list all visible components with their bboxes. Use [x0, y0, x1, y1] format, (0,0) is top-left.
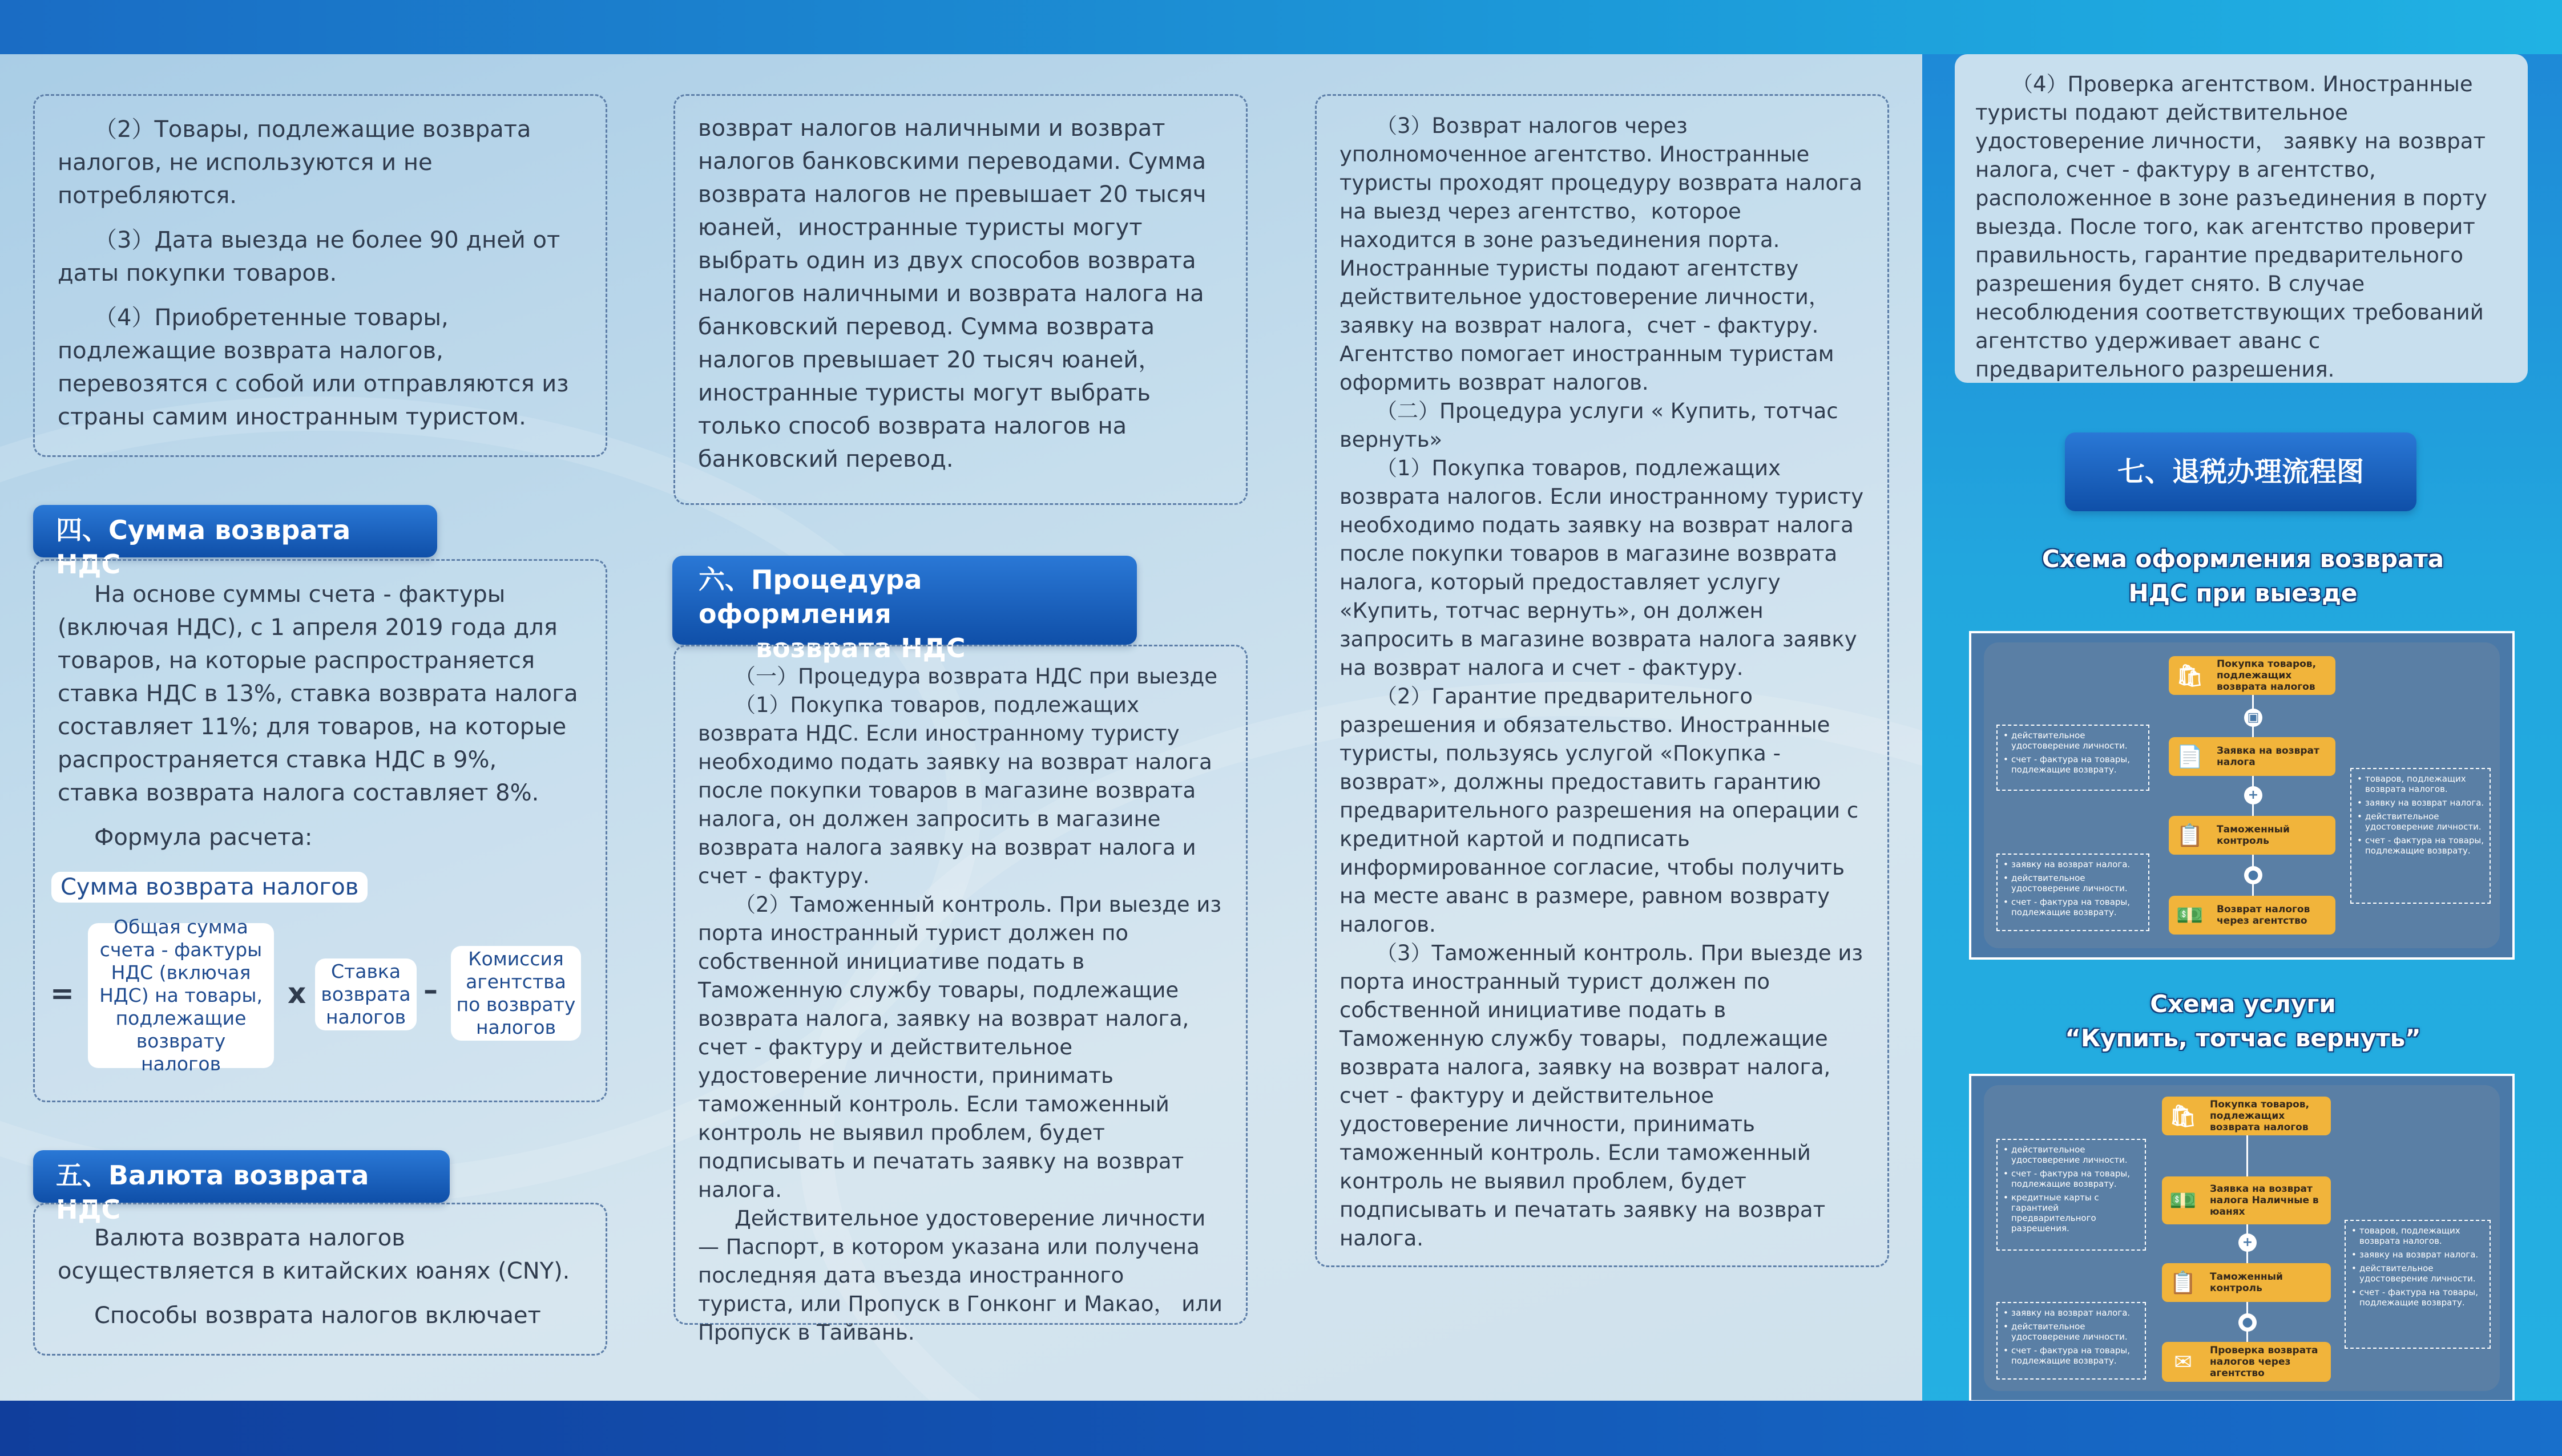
- document-icon: 📄: [2176, 744, 2204, 769]
- note-item: • товаров, подлежащих возврата налогов.: [2357, 774, 2485, 794]
- col3-para-2: （二）Процедура услуги « Купить, тотчас вернуть»: [1339, 399, 1838, 452]
- sec6-para-1: （一）Процедура возврата НДС при выезде: [735, 664, 1217, 689]
- flow2-caption: [1952, 987, 2534, 1055]
- sec6-title-line1: 六、Процедура оформления: [699, 564, 922, 629]
- flow1-step-1: [2169, 656, 2335, 695]
- sec6-header: [672, 556, 1137, 664]
- flow1-step-4-label: Возврат налогов через агентство: [2217, 904, 2310, 927]
- col3-para-1: （3）Возврат налогов через уполномоченное агентство. Иностранные туристы проходят процедуру возврата налога на выезд через агентство，которое находится в зоне разъединения порта. Иностранные туристы подают агентству действительное удостоверение личности， заявку на возврат налога，счет - фактуру. Агентство помогает иностранным туристам оформить возврат налогов.: [1339, 114, 1863, 395]
- note-item: • действительное удостоверение личности.: [2003, 730, 2144, 751]
- flow2-step-1-label: Покупка товаров, подлежащих возврата налогов: [2210, 1099, 2310, 1133]
- flow1-note-right: [2350, 768, 2491, 904]
- flow2-step-1: [2162, 1097, 2331, 1135]
- formula-title: Сумма возврата налогов: [51, 872, 368, 903]
- flow1-caption: [1952, 542, 2534, 610]
- sec5-para-1: Валюта возврата налогов осуществляется в китайских юанях (CNY).: [58, 1225, 570, 1284]
- shopping-bag-icon: 🛍: [2169, 1103, 2197, 1129]
- sec6-box: [673, 645, 1248, 1345]
- bottom-band: [0, 1401, 2562, 1456]
- col3-para-5: （3）Таможенный контроль. При выезде из порта иностранный турист должен по собственной инициативе подать в Таможенную службу товары，подлежащие возврата налога, заявку на возврат налога, счет - фактуру и действительное удостоверение личности, принимать таможенный контроль. Если таможенный контроль не выявил проблем, будет подписывать и печатать заявку на возврат налога.: [1339, 941, 1863, 1251]
- flow2-connector-2: ●: [2238, 1313, 2257, 1332]
- note-item: • действительное удостоверение личности.: [2351, 1263, 2485, 1284]
- col3-box: [1315, 94, 1889, 1267]
- note-item: • заявку на возврат налога.: [2003, 1308, 2140, 1318]
- flow2-step-2-label: Заявка на возврат налога Наличные в юанях: [2210, 1183, 2319, 1218]
- flow1-connector-3: ●: [2244, 866, 2262, 884]
- flowchart-departure: [1969, 631, 2515, 960]
- note-item: • действительное удостоверение личности.: [2003, 873, 2144, 893]
- formula-minus: –: [423, 973, 438, 1006]
- note-item: • счет - фактура на товары, подлежащие возврату.: [2351, 1287, 2485, 1308]
- note-item: • счет - фактура на товары, подлежащие возврату.: [2003, 754, 2144, 775]
- flow2-step-4: [2162, 1342, 2331, 1382]
- flow1-note-left-bottom: [1996, 854, 2149, 931]
- note-item: • кредитные карты с гарантией предварительного разрешения.: [2003, 1192, 2140, 1233]
- sec5-para-2: Способы возврата налогов включает: [94, 1303, 541, 1329]
- col1-para-2: （2）Товары, подлежащие возврата налогов, не используются и не потребляются.: [58, 116, 531, 209]
- note-item: • действительное удостоверение личности.: [2357, 811, 2485, 832]
- col2-top-box: [673, 94, 1248, 505]
- col3-para-4: （2）Гарантие предварительного разрешения и обязательство. Иностранные туристы, пользуясь услугой «Покупка - возврат», должны предоставить гарантию предварительного разрешения на операции с кредитной картой и подписать информированное согласие, чтобы получить на месте аванс в размере, равном возврату налогов.: [1339, 684, 1859, 937]
- col3-para-3: （1）Покупка товаров, подлежащих возврата налогов. Если иностранному туристу необходимо подать заявку на возврат налога после покупки товаров в магазине возврата налога, который предоставляет услугу «Купить, тотчас вернуть», он должен запросить в магазине возврата налога заявку на возврат налога и счет - фактуру.: [1339, 456, 1864, 680]
- sec4-header: 四、Сумма возврата НДС: [33, 505, 437, 557]
- flow1-step-3: [2169, 816, 2335, 855]
- formula-label: Формула расчета:: [94, 824, 313, 851]
- note-item: • действительное удостоверение личности.: [2003, 1321, 2140, 1342]
- flow1-step-3-label: Таможенный контроль: [2217, 824, 2290, 847]
- sec6-para-3: （2）Таможенный контроль. При выезде из порта иностранный турист должен по собственной инициативе подать в Таможенную службу товары, подлежащие возврата налога, заявку на возврат налога, счет - фактуру и действительное удостоверение личности, принимать таможенный контроль. Если таможенный контроль не выявил проблем, будет подписывать и печатать заявку на возврат налога.: [698, 892, 1222, 1202]
- col1-para-3: （3）Дата выезда не более 90 дней от даты покупки товаров.: [58, 227, 560, 286]
- top-band: [0, 0, 2562, 54]
- note-item: • счет - фактура на товары, подлежащие возврату.: [2003, 1168, 2140, 1189]
- formula-term-total: Общая сумма счета - фактуры НДС (включая НДС) на товары, подлежащие возврату налогов: [88, 923, 274, 1068]
- formula-term-fee: Комиссия агентства по возврату налогов: [451, 946, 581, 1041]
- sec5-header: 五、Валюта возврата НДС: [33, 1150, 450, 1203]
- formula-times: x: [288, 977, 306, 1010]
- flow2-note-left-top: [1996, 1139, 2146, 1251]
- flow1-step-2-label: Заявка на возврат налога: [2217, 745, 2319, 768]
- flow2-step-3-label: Таможенный контроль: [2210, 1271, 2283, 1294]
- formula-equals: =: [50, 977, 74, 1010]
- flow2-step-3: [2162, 1263, 2331, 1302]
- sec6-para-2: （1）Покупка товаров, подлежащих возврата НДС. Если иностранному туристу необходимо подать заявку на возврат налога после покупки товаров в магазине возврата налога, он должен запросить в магазине возврата налога заявку на возврат налога и счет - фактуру.: [698, 693, 1212, 888]
- right-top-box: （4）Проверка агентством. Иностранные туристы подают действительное удостоверение личности， заявку на возврат налога, счет - фактуру в агентство, расположенное в зоне разъединения в порту выезда. После того, как агентство проверит правильность, гарантие предварительного разрешения будет снято. В случае несоблюдения соответствующих требований агентство удерживает аванс с предварительного разрешения.: [1955, 54, 2528, 383]
- sec6-para-4: Действительное удостоверение личности — Паспорт, в котором указана или получена последняя дата въезда иностранного туриста, или Пропуск в Гонконг и Макао， или Пропуск в Тайвань.: [698, 1206, 1223, 1345]
- note-item: • заявку на возврат налога.: [2351, 1249, 2485, 1260]
- flow1-caption-line1: Схема оформления возврата: [2041, 545, 2444, 573]
- note-item: • счет - фактура на товары, подлежащие возврату.: [2003, 1345, 2140, 1366]
- note-item: • заявку на возврат налога.: [2003, 859, 2144, 869]
- flow1-step-1-label: Покупка товаров, подлежащих возврата налогов: [2217, 658, 2317, 693]
- note-item: • действительное удостоверение личности.: [2003, 1144, 2140, 1165]
- note-item: • заявку на возврат налога.: [2357, 798, 2485, 808]
- flow2-caption-line2: “Купить, тотчас вернуть”: [2065, 1024, 2421, 1052]
- flow2-step-2: [2162, 1176, 2331, 1224]
- flow1-note-left-top: [1996, 725, 2149, 791]
- flowchart-buy-return: [1969, 1074, 2515, 1402]
- col1-top-box: [33, 94, 607, 457]
- formula-term-rate: Ставка возврата налогов: [315, 958, 417, 1030]
- shopping-bag-icon: 🛍: [2176, 663, 2204, 688]
- flow2-note-right: [2345, 1220, 2491, 1349]
- flow2-caption-line1: Схема услуги: [2150, 990, 2336, 1018]
- sec7-header: 七、退税办理流程图: [2065, 432, 2416, 511]
- flow1-connector-2: +: [2244, 786, 2262, 804]
- checklist-icon: 📋: [2176, 823, 2204, 848]
- note-item: • счет - фактура на товары, подлежащие возврату.: [2357, 835, 2485, 856]
- note-item: • счет - фактура на товары, подлежащие возврату.: [2003, 897, 2144, 917]
- flow1-connector-1: ▣: [2244, 709, 2262, 727]
- cash-register-icon: 💵: [2176, 903, 2204, 928]
- sec4-para: На основе суммы счета - фактуры (включая НДС), с 1 апреля 2019 года для товаров, на которые распространяется ставка НДС в 13%, ставка возврата налога составляет 11%; для товаров, на которые распространяется ставка НДС в 9%, ставка возврата налога составляет 8%.: [58, 581, 578, 806]
- checklist-icon: 📋: [2169, 1270, 2197, 1295]
- flow2-note-left-bottom: [1996, 1302, 2146, 1380]
- col2-top-para: возврат налогов наличными и возврат налогов банковскими переводами. Сумма возврата налогов не превышает 20 тысяч юаней，иностранные туристы могут выбрать один из двух способов возврата налогов наличными и возврата налога на банковский перевод. Сумма возврата налогов превышает 20 тысяч юаней，иностранные туристы могут выбрать только способ возврата налогов на банковский перевод.: [698, 115, 1207, 472]
- envelope-icon: ✉: [2174, 1349, 2192, 1374]
- cash-register-icon: 💵: [2169, 1188, 2197, 1213]
- sec6-title-line2: возврата НДС: [756, 633, 966, 664]
- note-item: • товаров, подлежащих возврата налогов.: [2351, 1226, 2485, 1246]
- flow1-step-4: [2169, 896, 2335, 935]
- flow1-caption-line2: НДС при выезде: [2128, 579, 2358, 607]
- flow1-step-2: [2169, 737, 2335, 776]
- sec5-box: [33, 1203, 607, 1356]
- flow2-step-4-label: Проверка возврата налогов через агентство: [2210, 1345, 2318, 1379]
- col1-para-4: （4）Приобретенные товары, подлежащие возврата налогов, перевозятся с собой или отправляются из страны самим иностранным туристом.: [58, 305, 569, 430]
- flow2-connector-1: +: [2238, 1233, 2257, 1252]
